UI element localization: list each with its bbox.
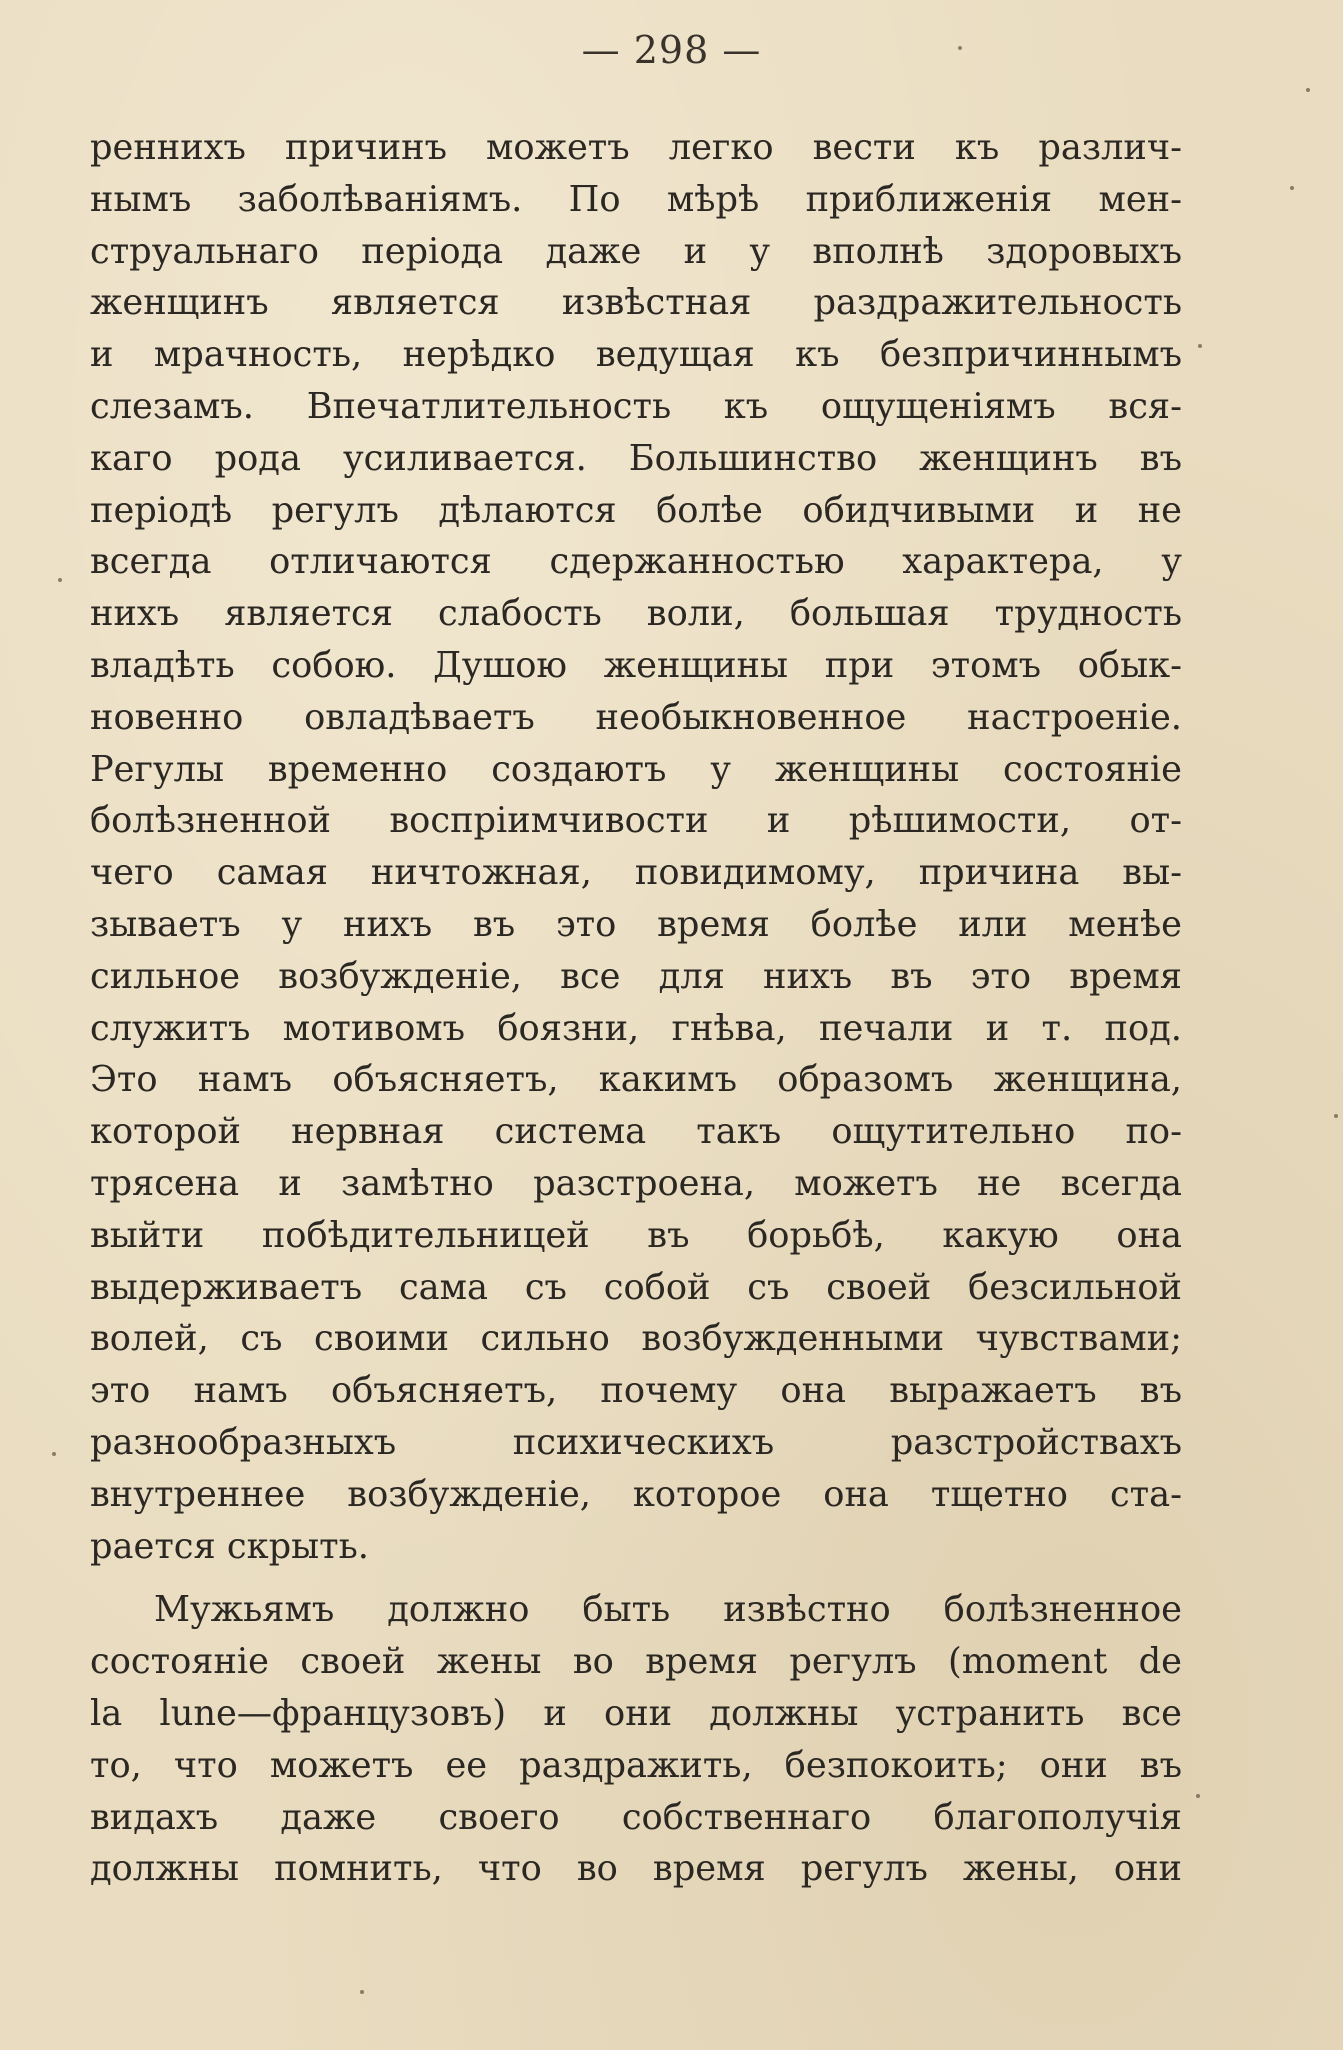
paper-speck xyxy=(58,578,62,582)
text-line: Регулы временно создаютъ у женщины состояніе xyxy=(90,748,1182,790)
text-line: служитъ мотивомъ боязни, гнѣва, печали и т. под. xyxy=(90,1007,1182,1049)
text-line: должны помнить, что во время регулъ жены, они xyxy=(90,1848,1182,1890)
page-number: — 298 — xyxy=(581,28,762,72)
paper-speck xyxy=(1334,1114,1338,1118)
paragraph-2 xyxy=(90,1584,1182,1895)
paragraph-1 xyxy=(90,122,1182,1572)
text-line: нихъ является слабость воли, большая трудность xyxy=(90,593,1182,635)
text-line: внутреннее возбужденіе, которое она тщетно ста- xyxy=(90,1473,1182,1515)
text-line: состояніе своей жены во время регулъ (moment de xyxy=(90,1641,1182,1683)
text-line: la lune—французовъ) и они должны устранить все xyxy=(90,1692,1182,1734)
text-line: слезамъ. Впечатлительность къ ощущеніямъ вся- xyxy=(90,385,1182,427)
text-line: Это намъ объясняетъ, какимъ образомъ женщина, xyxy=(90,1059,1182,1101)
text-line: волей, съ своими сильно возбужденными чувствами; xyxy=(90,1318,1182,1360)
paper-speck xyxy=(958,46,962,50)
paper-speck xyxy=(1306,88,1310,92)
text-line: новенно овладѣваетъ необыкновенное настроеніе. xyxy=(90,696,1182,738)
text-line: струальнаго періода даже и у вполнѣ здоровыхъ xyxy=(90,230,1182,272)
text-line: нымъ заболѣваніямъ. По мѣрѣ приближенія мен- xyxy=(90,178,1182,220)
text-line: рается скрыть. xyxy=(90,1525,369,1567)
paper-speck xyxy=(1198,344,1202,348)
text-line: видахъ даже своего собственнаго благополучія xyxy=(90,1796,1182,1838)
text-line: Мужьямъ должно быть извѣстно болѣзненное xyxy=(154,1589,1182,1631)
text-line: и мрачность, нерѣдко ведущая къ безпричиннымъ xyxy=(90,334,1182,376)
text-line: то, что можетъ ее раздражить, безпокоить; они въ xyxy=(90,1744,1182,1786)
text-line: разнообразныхъ психическихъ разстройствахъ xyxy=(90,1421,1182,1463)
text-line: сильное возбужденіе, все для нихъ въ это время xyxy=(90,955,1182,997)
text-line: владѣть собою. Душою женщины при этомъ обык- xyxy=(90,644,1182,686)
text-line: трясена и замѣтно разстроена, можетъ не всегда xyxy=(90,1162,1182,1204)
paper-speck xyxy=(52,1452,56,1456)
text-line: это намъ объясняетъ, почему она выражаетъ въ xyxy=(90,1370,1182,1412)
text-line: періодѣ регулъ дѣлаются болѣе обидчивыми и не xyxy=(90,489,1182,531)
text-line: зываетъ у нихъ въ это время болѣе или менѣе xyxy=(90,903,1182,945)
body-text xyxy=(90,122,1182,1895)
text-line: каго рода усиливается. Большинство женщинъ въ xyxy=(90,437,1182,479)
text-line: женщинъ является извѣстная раздражительность xyxy=(90,282,1182,324)
text-line: всегда отличаются сдержанностью характера, у xyxy=(90,541,1182,583)
text-line: выдерживаетъ сама съ собой съ своей безсильной xyxy=(90,1266,1182,1308)
text-line: которой нервная система такъ ощутительно по- xyxy=(90,1111,1182,1153)
text-line: выйти побѣдительницей въ борьбѣ, какую она xyxy=(90,1214,1182,1256)
text-line: реннихъ причинъ можетъ легко вести къ различ- xyxy=(90,127,1182,168)
text-line: чего самая ничтожная, повидимому, причина вы- xyxy=(90,852,1182,894)
paper-speck xyxy=(360,1990,364,1994)
text-line: болѣзненной воспріимчивости и рѣшимости, от- xyxy=(90,800,1182,842)
paper-speck xyxy=(1290,186,1294,190)
paper-speck xyxy=(1196,1794,1200,1798)
paragraph-gap xyxy=(90,1572,1182,1584)
